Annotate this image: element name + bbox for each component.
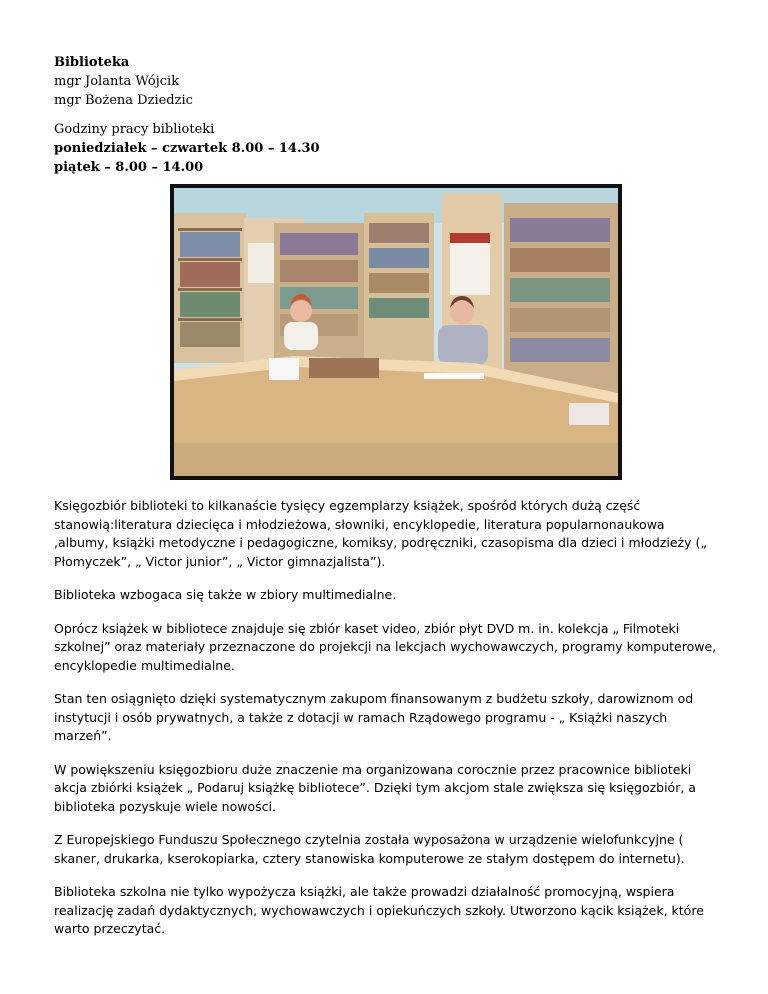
paragraph: Księgozbiór biblioteki to kilkanaście tysięcy egzemplarzy książek, spośród których dużą część stanowią:literatura dziecięca i młodzieżowa, słowniki, encyklopedie, literatura popularnonaukowa ,albumy, książki metodyczne i pedagogiczne, komiksy, podręczniki, czasopisma dla dzieci i młodzieży („ Płomyczek”, „ Victor junior”, „ Victor gimnazjalista”). [54,498,707,569]
library-photo-illustration [174,188,618,476]
paragraph: Stan ten osiągnięto dzięki systematycznym zakupom finansowanym z budżetu szkoły, darowiznom od instytucji i osób prywatnych, a także z dotacji w ramach Rządowego programu - „ Książki naszych marzeń”. [54,691,694,743]
paragraph: W powiększeniu księgozbioru duże znaczenie ma organizowana corocznie przez pracownice biblioteki akcja zbiórki książek „ Podaruj książkę bibliotece”. Dzięki tym akcjom stale zwiększa się księgozbiór, a biblioteka pozyskuje wiele nowości. [54,761,696,814]
header-block [54,53,193,110]
paragraph: Biblioteka wzbogaca się także w zbiory multimedialne. [54,587,397,602]
librarian-name-2: mgr Bożena Dziedzic [54,93,193,108]
paragraph: Biblioteka szkolna nie tylko wypożycza książki, ale także prowadzi działalność promocyjną, wspiera realizację zadań dydaktycznych, wychowawczych i opiekuńczych szkoły. Utworzono kącik książek, które warto przeczytać. [54,884,704,936]
library-photo [170,184,622,480]
paragraph: Oprócz książek w bibliotece znajduje się zbiór kaset video, zbiór płyt DVD m. in. kolekcja „ Filmoteki szkolnej” oraz materiały przeznaczone do projekcji na lekcjach wychowawczych, programy komputerowe, encyklopedie multimedialne. [54,620,717,673]
paragraph: Z Europejskiego Funduszu Społecznego czytelnia została wyposażona w urządzenie wielofunkcyjne ( skaner, drukarka, kserokopiarka, cztery stanowiska komputerowe ze stałym dostępem do internetu). [54,832,685,866]
page-title: Biblioteka [54,55,130,70]
hours-friday: piątek – 8.00 – 14.00 [54,160,204,175]
hours-weekdays: poniedziałek – czwartek 8.00 – 14.30 [54,141,320,156]
hours-label: Godziny pracy biblioteki [54,122,215,137]
body-text [54,497,722,954]
librarian-name-1: mgr Jolanta Wójcik [54,74,180,89]
opening-hours [54,120,320,177]
